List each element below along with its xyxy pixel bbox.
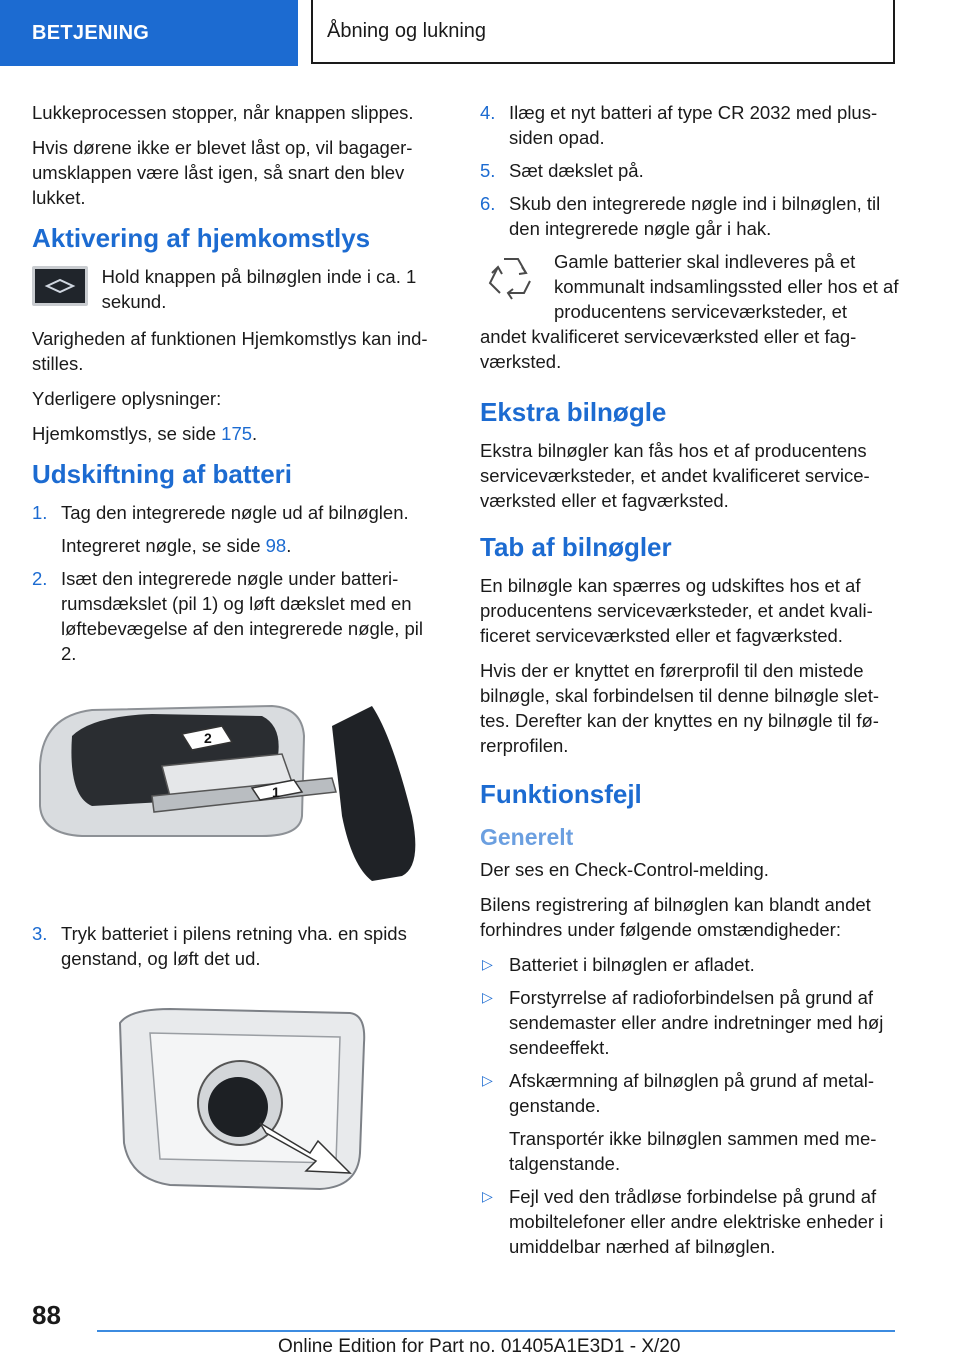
recycle-note xyxy=(480,249,900,324)
homelight-instruction: Hold knappen på bilnøglen inde i ca. 1 sekund. xyxy=(101,266,417,312)
heading-malfunction: Funktionsfejl xyxy=(480,779,642,809)
list-item: ▷ Fejl ved den trådløse forbindelse på grund af mobiltelefoner eller andre elektriske enheder i umiddelbar nærhed af bilnøglen. xyxy=(482,1186,884,1257)
battery-case-illustration xyxy=(110,1003,370,1193)
page-header-title xyxy=(311,0,895,64)
paragraph: En bilnøgle kan spærres og udskiftes hos et af producentens serviceværksteder, et andet kvalificeret serviceværksted eller et fagværksted. xyxy=(480,575,873,646)
paragraph: Hvis dørene ikke er blevet låst op, vil bagagerumsklappen være låst igen, så snart den blev lukket. xyxy=(32,137,413,208)
heading-battery: Udskiftning af batteri xyxy=(32,459,293,489)
section-label: BETJENING xyxy=(32,21,150,44)
paragraph: Hvis der er knyttet en førerprofil til den mistede bilnøgle, skal forbindelsen til denne bilnøgle slettes. Derefter kan der knyttes en ny bilnøgle til førerprofilen. xyxy=(480,660,880,756)
recycle-note-continued: andet kvalificeret serviceværksted eller et fagværksted. xyxy=(480,326,857,372)
triangle-bullet-icon: ▷ xyxy=(482,1072,493,1088)
step-number: 2. xyxy=(32,568,48,589)
paragraph: Yderligere oplysninger: xyxy=(32,388,222,409)
battery-steps-right xyxy=(480,100,900,241)
heading-extra-key: Ekstra bilnøgle xyxy=(480,397,667,427)
triangle-bullet-icon: ▷ xyxy=(482,956,493,972)
subheading-general: Generelt xyxy=(480,824,574,850)
malfunction-causes xyxy=(480,952,900,1259)
list-item: 5. Sæt dækslet på. xyxy=(480,160,644,181)
list-item: 4. Ilæg et nyt batteri af type CR 2032 med plussiden opad. xyxy=(480,102,878,148)
recycle-note-text: Gamle batterier skal indleveres på et kommunalt indsamlingssted eller hos et af producentens serviceværksteder, et xyxy=(554,251,899,322)
paragraph: Bilens registrering af bilnøglen kan blandt andet forhindres under følgende omstændigheder: xyxy=(480,894,871,940)
battery-steps-continued xyxy=(32,921,442,971)
triangle-bullet-icon: ▷ xyxy=(482,1188,493,1204)
page-link-175[interactable]: 175 xyxy=(221,423,253,444)
triangle-bullet-icon: ▷ xyxy=(482,989,493,1005)
paragraph: Lukkeprocessen stopper, når knappen slippes. xyxy=(32,102,414,123)
list-item: ▷ Afskærmning af bilnøglen på grund af metalgenstande. Transportér ikke bilnøglen sammen med metalgenstande. xyxy=(480,1068,900,1176)
homelight-instruction-row xyxy=(32,264,442,314)
paragraph: Ekstra bilnøgler kan fås hos et af producentens serviceværksteder, et andet kvalificeret serviceværksted eller et fagværksted. xyxy=(480,440,870,511)
key-button-icon xyxy=(32,266,88,306)
arrow-2-label: 2 xyxy=(204,730,212,746)
page-link-98[interactable]: 98 xyxy=(265,535,287,556)
footer-edition: Online Edition for Part no. 01405A1E3D1 - X/20 xyxy=(278,1336,681,1357)
battery-steps xyxy=(32,500,442,666)
paragraph: Der ses en Check-Control-melding. xyxy=(480,859,769,880)
right-column xyxy=(480,100,900,1267)
arrow-1-label: 1 xyxy=(272,784,280,800)
page-number: 88 xyxy=(32,1300,61,1330)
step-number: 4. xyxy=(480,102,496,123)
section-tab xyxy=(0,0,298,66)
cross-reference: Integreret nøgle, se side 98. xyxy=(61,535,292,556)
list-item: 2. Isæt den integrerede nøgle under batterirumsdækslet (pil 1) og løft dækslet med en løftebevægelse af den integrerede nøgle, pil 2. xyxy=(32,568,423,664)
list-item: 1. Tag den integrerede nøgle ud af bilnøglen. Integreret nøgle, se side 98. xyxy=(32,500,442,558)
paragraph: Varigheden af funktionen Hjemkomstlys kan indstilles. xyxy=(32,328,428,374)
list-item: 6. Skub den integrerede nøgle ind i bilnøglen, til den integrerede nøgle går i hak. xyxy=(480,193,881,239)
list-item: 3. Tryk batteriet i pilens retning vha. en spids genstand, og løft det ud. xyxy=(32,923,407,969)
recycle-icon xyxy=(480,249,542,311)
key-battery-cover-illustration xyxy=(32,696,436,896)
step-number: 3. xyxy=(32,923,48,944)
step-number: 5. xyxy=(480,160,496,181)
heading-homelight: Aktivering af hjemkomstlys xyxy=(32,223,371,253)
chapter-title: Åbning og lukning xyxy=(327,19,487,42)
cross-reference: Hjemkomstlys, se side 175. xyxy=(32,423,258,444)
heading-lost-keys: Tab af bilnøgler xyxy=(480,532,672,562)
footer-divider xyxy=(97,1330,895,1332)
list-item: ▷ Batteriet i bilnøglen er afladet. xyxy=(482,954,755,975)
list-item: ▷ Forstyrrelse af radioforbindelsen på grund af sendemaster eller andre indretninger med høj sendeeffekt. xyxy=(482,987,884,1058)
left-column xyxy=(32,100,442,1198)
bullet-subnote: Transportér ikke bilnøglen sammen med metalgenstande. xyxy=(509,1128,877,1174)
step-number: 6. xyxy=(480,193,496,214)
step-number: 1. xyxy=(32,502,48,523)
